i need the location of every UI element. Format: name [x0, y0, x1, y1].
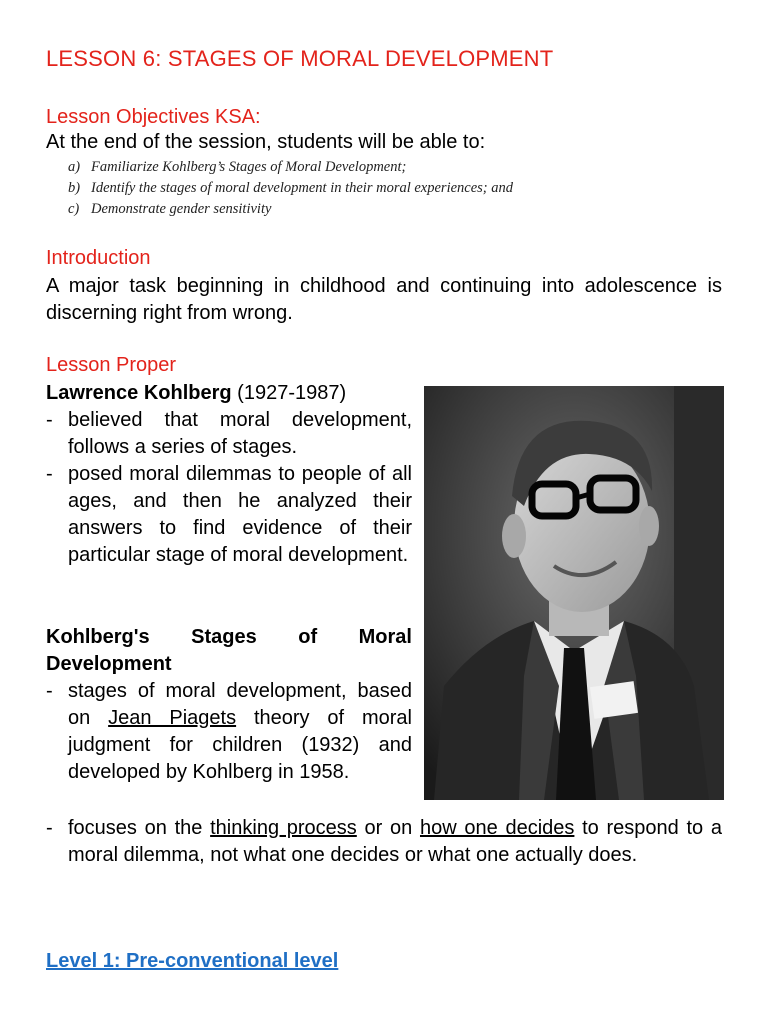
- list-item: - focuses on the thinking process or on how one decides to respond to a moral dilemma, not what one decides or what one actually does.: [46, 817, 723, 866]
- focus-section: [46, 815, 722, 869]
- level1-heading-link[interactable]: Level 1: Pre-conventional level: [46, 950, 339, 972]
- objectives-list: [68, 157, 513, 220]
- introduction-heading: Introduction: [46, 247, 151, 269]
- objective-item: a) Familiarize Kohlberg’s Stages of Moral Development;: [68, 159, 407, 175]
- stages-section: [46, 624, 412, 786]
- kohlberg-portrait: [424, 386, 724, 800]
- list-item: - stages of moral development, based on Jean Piagets theory of moral judgment for children (1932) and developed by Kohlberg in 1958.: [46, 680, 412, 783]
- stages-heading: Kohlberg's Stages of Moral: [46, 626, 412, 648]
- kohlberg-years: (1927-1987): [231, 382, 347, 404]
- objective-item: c) Demonstrate gender sensitivity: [68, 201, 272, 217]
- list-item: - believed that moral development, follows a series of stages.: [46, 409, 412, 458]
- objective-item: b) Identify the stages of moral development in their moral experiences; and: [68, 180, 514, 196]
- list-item: - posed moral dilemmas to people of all ages, and then he analyzed their answers to find evidence of their particular stage of moral development.: [46, 463, 412, 566]
- portrait-photo-icon: [424, 386, 724, 800]
- lesson-title: LESSON 6: STAGES OF MORAL DEVELOPMENT: [46, 46, 554, 71]
- piaget-link[interactable]: Jean Piagets: [108, 707, 237, 729]
- lesson-proper-heading: Lesson Proper: [46, 354, 177, 376]
- objectives-heading: Lesson Objectives KSA:: [46, 106, 261, 128]
- stages-heading-line2: Development: [46, 653, 172, 675]
- kohlberg-name: Lawrence Kohlberg: [46, 382, 232, 404]
- kohlberg-name-line: [46, 380, 412, 407]
- how-one-decides-link[interactable]: how one decides: [419, 817, 575, 839]
- objectives-intro: At the end of the session, students will be able to:: [46, 131, 486, 153]
- kohlberg-section: [46, 380, 412, 569]
- introduction-text: A major task beginning in childhood and continuing into adolescence is discerning right from wrong.: [46, 275, 722, 324]
- thinking-process-link[interactable]: thinking process: [210, 817, 357, 839]
